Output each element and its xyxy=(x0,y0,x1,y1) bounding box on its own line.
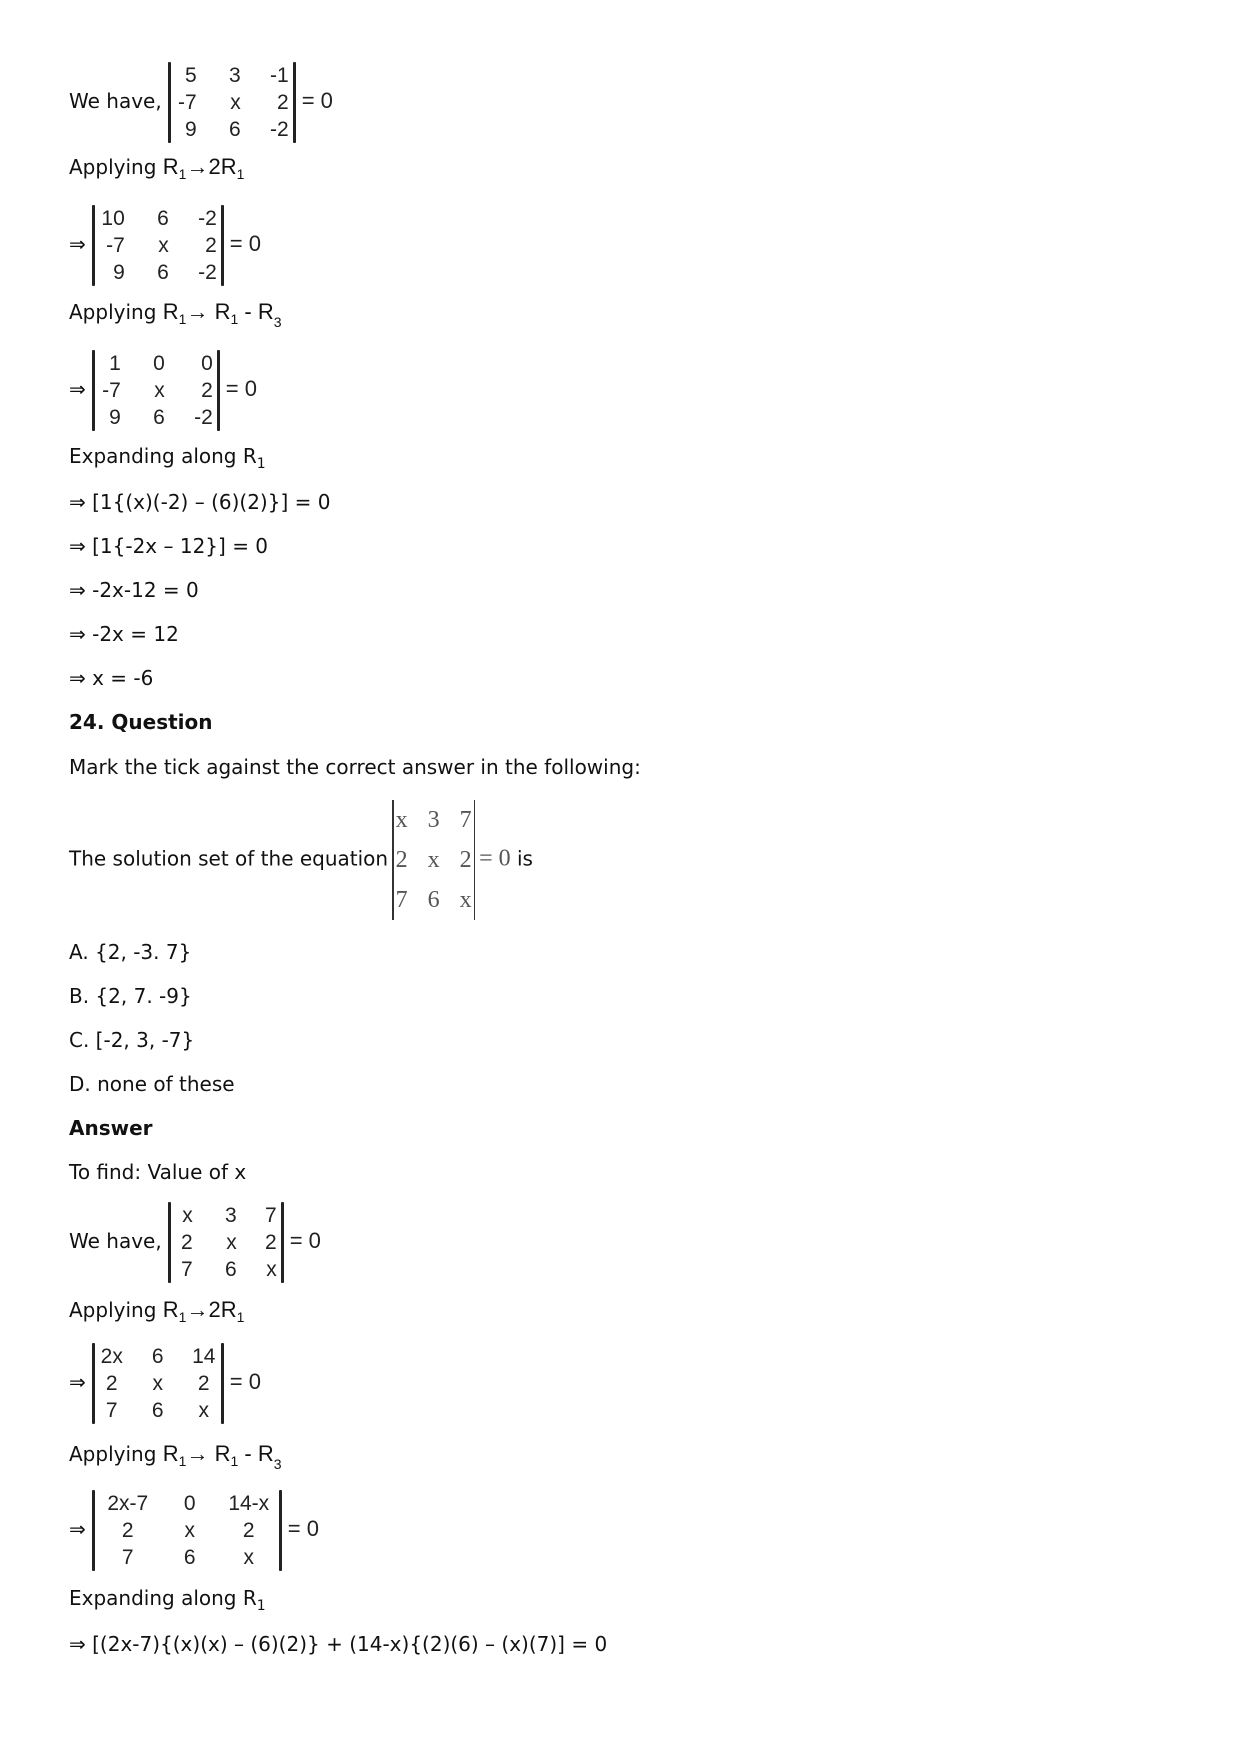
row-op: $R_1\to R_1 - R_3$ xyxy=(162,299,282,330)
option-d[interactable]: D. none of these xyxy=(69,1072,235,1096)
determinant-1 xyxy=(168,62,296,143)
answer-expanding-line: Expanding along $R_1$ xyxy=(69,1586,266,1614)
answer-determinant-1: x 3 7 2 x 2 7 6 x xyxy=(168,1202,284,1283)
we-have-label: We have, xyxy=(69,89,162,113)
work-line: ⇒ -2x = 12 xyxy=(69,622,179,646)
answer-final-line: ⇒ [(2x-7){(x)(x) – (6)(2)} + (14-x){(2)(6) – (x)(7)] = 0 xyxy=(69,1632,608,1656)
we-have-line-1 xyxy=(69,62,333,143)
row-op: $R_1\to 2R_1$ xyxy=(162,154,245,182)
question-determinant: x 3 7 2 x 2 7 6 x xyxy=(392,800,475,920)
answer-determinant-3: 2x-7 0 14-x 2 x 2 7 6 x xyxy=(92,1490,282,1571)
determinant-3: 1 0 0 -7 x 2 9 6 -2 xyxy=(92,350,220,431)
answer-determinant-2-line: ⇒ 2x 6 14 2 x 2 7 6 x = 0 xyxy=(69,1345,261,1422)
determinant-2: 10 6 -2 -7 x 2 9 6 -2 xyxy=(92,205,224,286)
question-title: 24. Question xyxy=(69,710,213,734)
answer-applying-step-2: Applying $R_1\to R_1 - R_3$ xyxy=(69,1441,282,1472)
work-line: ⇒ [1{(x)(-2) – (6)(2)}] = 0 xyxy=(69,490,331,514)
answer-determinant-3-line: ⇒ 2x-7 0 14-x 2 x 2 7 6 x = 0 xyxy=(69,1492,319,1569)
applying-step-2: Applying $R_1\to R_1 - R_3$ xyxy=(69,299,282,330)
option-b[interactable]: B. {2, 7. -9} xyxy=(69,984,192,1008)
work-line: ⇒ x = -6 xyxy=(69,666,154,690)
answer-heading: Answer xyxy=(69,1116,153,1140)
option-a[interactable]: A. {2, -3. 7} xyxy=(69,940,192,964)
we-have-line-2: We have, x 3 7 2 x 2 7 6 x = 0 xyxy=(69,1204,321,1281)
question-stem: The solution set of the equation x 3 7 2 x 2 7 6 x = 0 is xyxy=(69,800,533,920)
question-instruction: Mark the tick against the correct answer in the following: xyxy=(69,755,641,779)
work-line: ⇒ -2x-12 = 0 xyxy=(69,578,199,602)
work-line: ⇒ [1{-2x – 12}] = 0 xyxy=(69,534,269,558)
determinant-2-line: ⇒ 10 6 -2 -7 x 2 9 6 -2 = 0 xyxy=(69,207,261,284)
answer-determinant-2: 2x 6 14 2 x 2 7 6 x xyxy=(92,1343,224,1424)
row-op: $R_1\to 2R_1$ xyxy=(162,1297,245,1325)
to-find-line: To find: Value of x xyxy=(69,1160,247,1184)
det-grid: 5 3 -1 -7 x 2 9 6 -2 xyxy=(178,64,289,141)
answer-applying-step-1: Applying $R_1\to 2R_1$ xyxy=(69,1297,245,1325)
row-op: $R_1\to R_1 - R_3$ xyxy=(162,1441,282,1472)
option-c[interactable]: C. [-2, 3, -7} xyxy=(69,1028,195,1052)
determinant-3-line: ⇒ 1 0 0 -7 x 2 9 6 -2 = 0 xyxy=(69,352,257,429)
applying-step-1: Applying $R_1\to 2R_1$ xyxy=(69,154,245,182)
expanding-line: Expanding along $R_1$ xyxy=(69,444,266,472)
equals-zero: = 0 xyxy=(301,88,333,113)
det-bar-right xyxy=(293,62,296,143)
